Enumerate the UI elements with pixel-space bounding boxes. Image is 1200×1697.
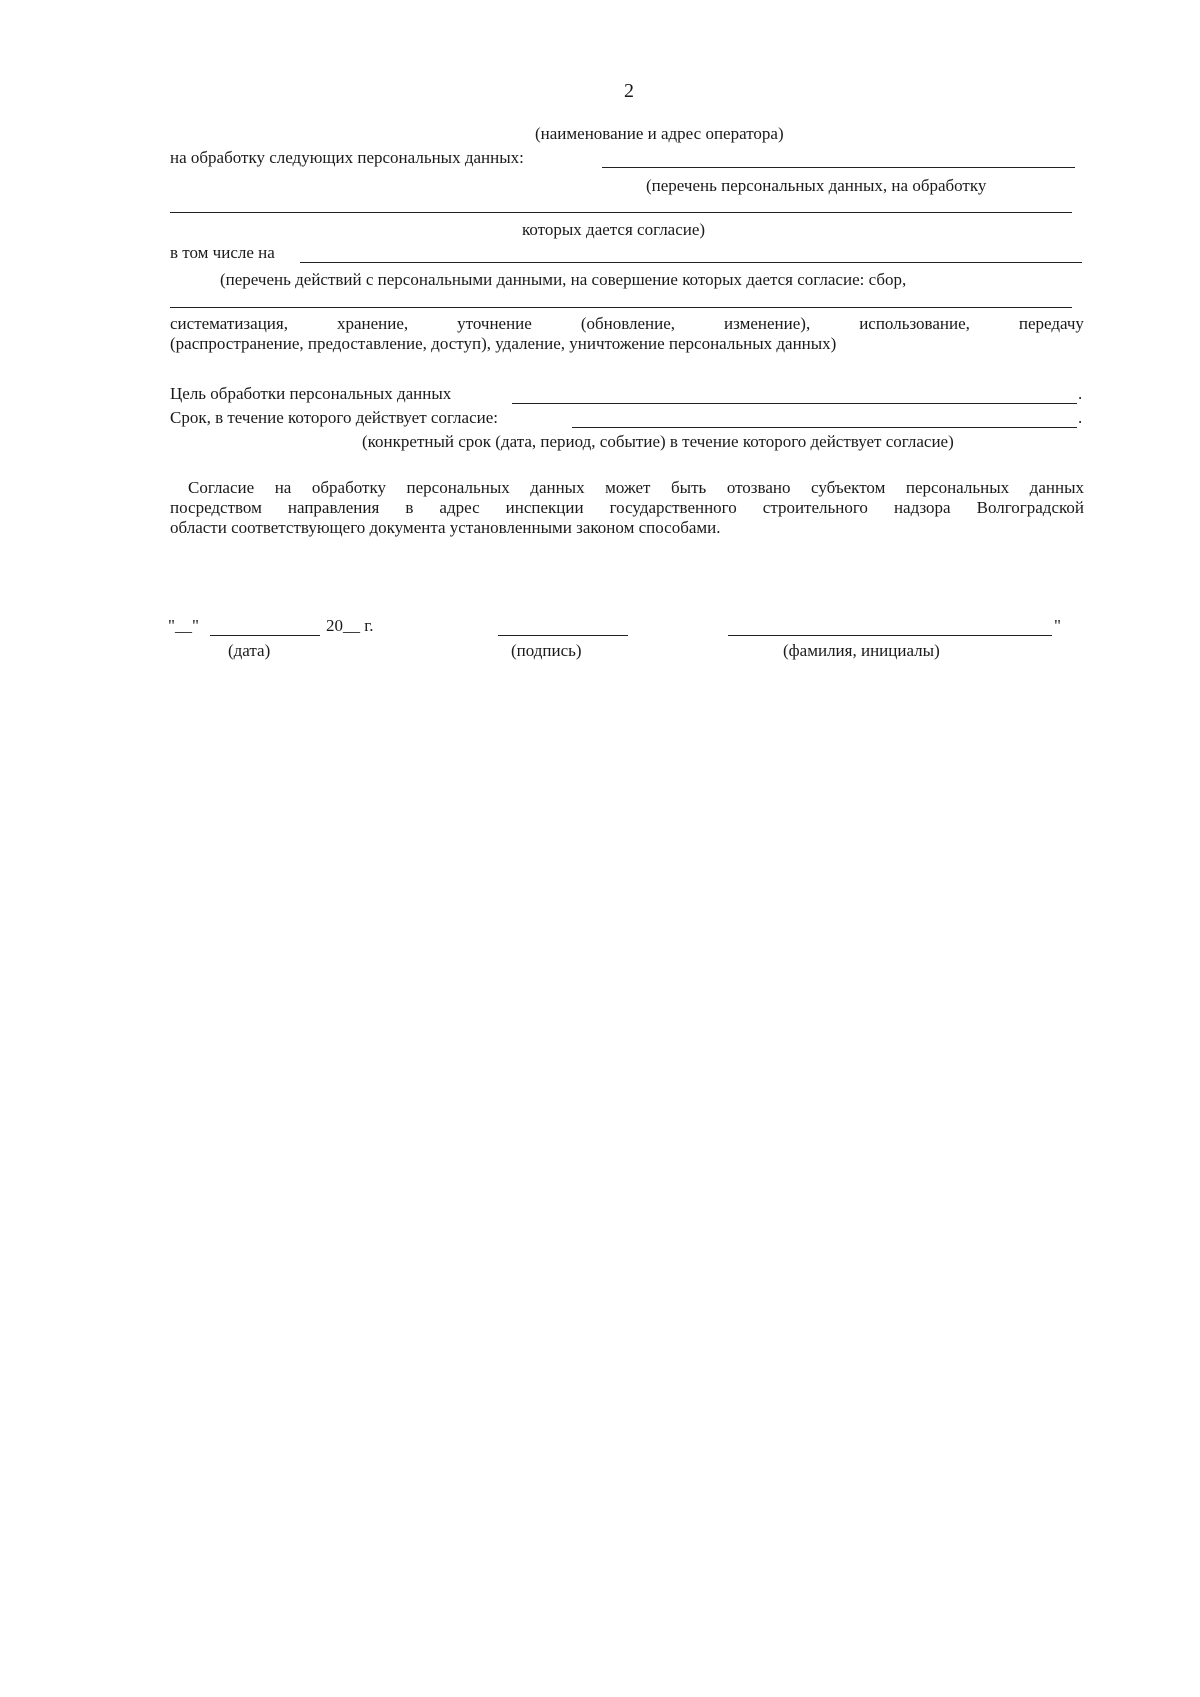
actions-line-2: (распространение, предоставление, доступ), удаление, уничтожение персональных данных) (170, 334, 837, 353)
purpose-period: . (1078, 384, 1083, 403)
page-number: 2 (624, 80, 634, 102)
signature-caption: (подпись) (511, 641, 582, 660)
term-label: Срок, в течение которого действует согласие: (170, 408, 498, 427)
data-list-caption-2: которых дается согласие) (522, 220, 706, 239)
actions-word: систематизация, (170, 314, 288, 333)
actions-field[interactable] (300, 262, 1082, 263)
actions-word: изменение), (724, 314, 811, 333)
withdrawal-line-2: посредством направления в адрес инспекции государственного строительного надзора Волгоградской (170, 498, 1084, 517)
date-year: 20__ г. (326, 616, 374, 635)
actions-word: использование, (859, 314, 970, 333)
name-field[interactable] (728, 635, 1052, 636)
personal-data-field-2[interactable] (170, 212, 1072, 213)
personal-data-field[interactable] (602, 167, 1075, 168)
term-period: . (1078, 408, 1083, 427)
signature-field[interactable] (498, 635, 628, 636)
date-caption: (дата) (228, 641, 271, 660)
data-list-caption-1: (перечень персональных данных, на обработку (646, 176, 987, 195)
actions-word: хранение, (336, 314, 409, 333)
withdrawal-line-3: области соответствующего документа установленными законом способами. (170, 518, 721, 537)
withdrawal-paragraph (170, 478, 1084, 538)
including-label: в том числе на (170, 243, 275, 262)
date-month-field[interactable] (210, 635, 320, 636)
date-open-quote: "__" (168, 616, 199, 635)
actions-caption: (перечень действий с персональными данными, на совершение которых дается согласие: сбор, (220, 270, 907, 289)
term-field[interactable] (572, 427, 1077, 428)
actions-line-1 (170, 314, 1084, 334)
purpose-label: Цель обработки персональных данных (170, 384, 452, 403)
name-caption: (фамилия, инициалы) (783, 641, 940, 660)
name-close-quote: " (1054, 616, 1061, 635)
processing-label: на обработку следующих персональных данных: (170, 148, 524, 167)
purpose-field[interactable] (512, 403, 1077, 404)
operator-caption: (наименование и адрес оператора) (535, 124, 784, 143)
actions-word: (обновление, (580, 314, 676, 333)
actions-field-2[interactable] (170, 307, 1072, 308)
actions-word: передачу (1018, 314, 1084, 333)
withdrawal-line-1: Согласие на обработку персональных данных может быть отозвано субъектом персональных данных (188, 478, 1084, 497)
actions-list-text (170, 314, 1084, 354)
actions-word: уточнение (457, 314, 532, 333)
term-caption: (конкретный срок (дата, период, событие) в течение которого действует согласие) (362, 432, 954, 451)
